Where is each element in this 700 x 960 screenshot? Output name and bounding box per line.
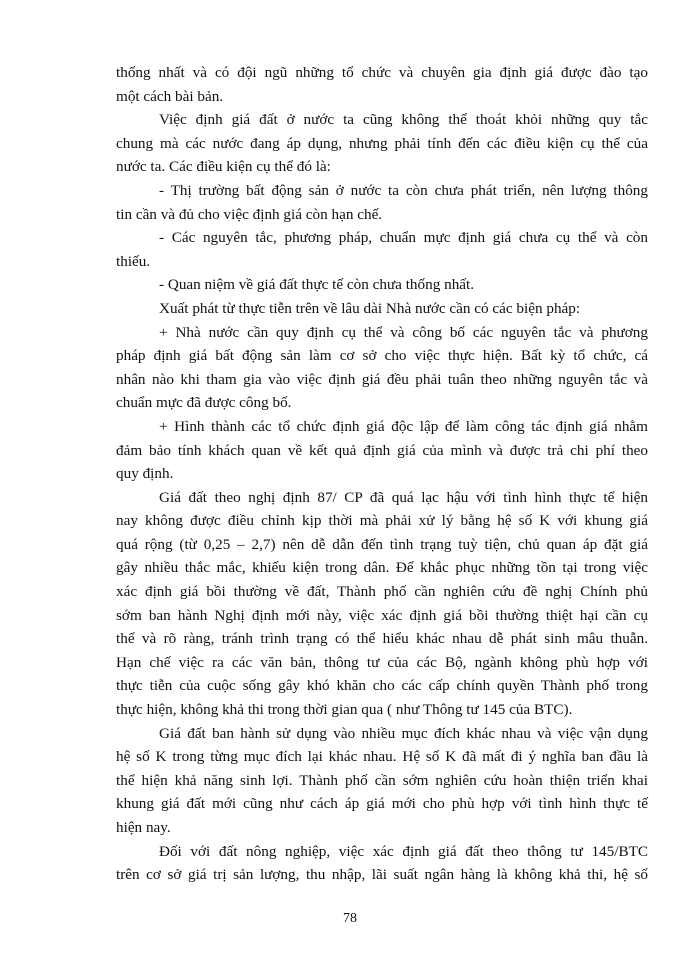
text-line: - Quan niệm về giá đất thực tế còn chưa thống nhất.	[159, 276, 475, 294]
text-line: trên cơ sở giá trị sản lượng, thu nhập, lãi suất ngân hàng là không khả thi, hệ số	[116, 866, 648, 884]
text-line: + Nhà nước cần quy định cụ thể và công bố các nguyên tắc và phương	[159, 323, 648, 341]
text-line: đảm bảo tính khách quan về kết quả định giá của mình và được trả chi phí theo	[116, 441, 648, 459]
text-line: thống nhất và có đội ngũ những tổ chức và chuyên gia định giá được đào tạo	[116, 64, 648, 81]
page-number: 78	[343, 911, 357, 926]
text-line: thiếu.	[116, 252, 151, 270]
text-line: + Hình thành các tổ chức định giá độc lập để làm công tác định giá nhằm	[159, 417, 648, 435]
text-line: thể và rõ ràng, tránh trình trạng có thể hiểu khác nhau dễ phát sinh mâu thuẫn.	[116, 630, 648, 648]
text-line: gây nhiều thắc mắc, khiếu kiện trong dân. Để khắc phục những tồn tại trong việc	[116, 559, 648, 577]
text-line: - Các nguyên tắc, phương pháp, chuẩn mực định giá chưa cụ thể và còn	[159, 229, 648, 247]
text-line: quy định.	[116, 465, 174, 483]
text-line: pháp định giá bất động sản làm cơ sở cho việc thực hiện. Bất kỳ tổ chức, cá	[116, 347, 648, 365]
text-line: Xuất phát từ thực tiễn trên về lâu dài Nhà nước cần có các biện pháp:	[159, 299, 581, 317]
text-line: thực tiễn của cuộc sống gây khó khăn cho các cấp chính quyền Thành phố trong	[116, 677, 648, 695]
text-line: quá rộng (từ 0,25 – 2,7) nên dễ dẫn đến tình trạng tuỳ tiện, chủ quan áp đặt giá	[116, 535, 648, 553]
text-line: Đối với đất nông nghiệp, việc xác định giá đất theo thông tư 145/BTC	[159, 842, 648, 860]
text-line: Hạn chế việc ra các văn bản, thông tư của các Bộ, ngành không phù hợp với	[116, 653, 648, 671]
text-line: thể hiện khả năng sinh lợi. Thành phố cần sớm nghiên cứu hoàn thiện triển khai	[116, 771, 648, 789]
text-line: hiện nay.	[116, 819, 171, 836]
text-line: chuẩn mực đã được công bố.	[116, 394, 292, 412]
text-line: sớm ban hành Nghị định mới này, việc xác định giá bồi thường thiệt hại cần cụ	[116, 606, 648, 624]
text-line: - Thị trường bất động sản ở nước ta còn chưa phát triển, nên lượng thông	[159, 181, 648, 199]
text-line: nhân nào khi tham gia vào việc định giá đều phải tuân theo những nguyên tắc và	[116, 370, 648, 388]
text-line: Giá đất ban hành sử dụng vào nhiều mục đích khác nhau và việc vận dụng	[159, 724, 648, 742]
text-line: nay không được điều chỉnh kịp thời mà phải xử lý bằng hệ số K với khung giá	[116, 512, 648, 530]
text-line: nước ta. Các điều kiện cụ thể đó là:	[116, 158, 331, 176]
text-line: chung mà các nước đang áp dụng, nhưng phải tính đến các điều kiện cụ thể của	[116, 134, 648, 152]
text-line: tin cần và đủ cho việc định giá còn hạn chế.	[116, 205, 383, 223]
text-line: một cách bài bản.	[116, 87, 224, 105]
text-line: khung giá đất mới cũng như cách áp giá mới cho phù hợp với tình hình thực tế	[116, 795, 648, 813]
text-line: thực hiện, không khả thi trong thời gian qua ( như Thông tư 145 của BTC).	[116, 701, 573, 719]
text-line: Việc định giá đất ở nước ta cũng không thể thoát khỏi những quy tắc	[159, 111, 648, 129]
document-body	[116, 61, 648, 887]
text-line: hệ số K trong từng mục đích lại khác nhau. Hệ số K đã mất đi ý nghĩa ban đầu là	[116, 748, 648, 766]
text-line: Giá đất theo nghị định 87/ CP đã quá lạc hậu với tình hình thực tế hiện	[159, 488, 648, 506]
text-line: xác định giá bồi thường về đất, Thành phố cần nghiên cứu đề nghị Chính phủ	[116, 583, 648, 601]
